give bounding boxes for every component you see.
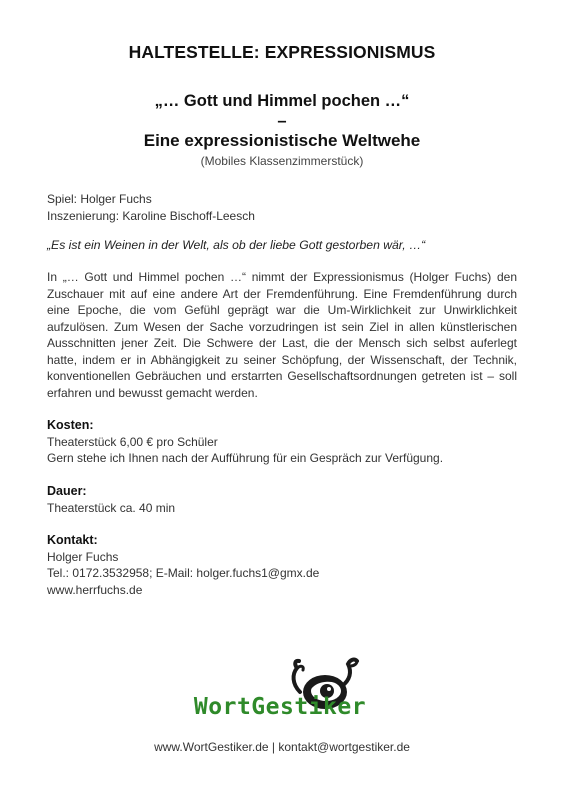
footer-contact[interactable]: www.WortGestiker.de | kontakt@wortgestiker.de [154,740,410,754]
play-type-note: (Mobiles Klassenzimmerstück) [200,154,364,168]
kontakt-heading: Kontakt: [47,533,98,547]
wortgestiker-logo [180,652,380,732]
dauer-heading: Dauer: [47,484,87,498]
kosten-section [47,417,517,467]
kosten-price: Theaterstück 6,00 € pro Schüler [47,434,218,449]
credit-inszenierung: Inszenierung: Karoline Bischoff-Leesch [47,208,255,223]
title-dash: – [277,112,287,130]
kontakt-website[interactable]: www.herrfuchs.de [47,582,143,597]
play-title-line2: Eine expressionistische Weltwehe [143,131,421,150]
kontakt-section [47,532,517,598]
logo-wordmark: WortGestiker [193,694,367,720]
page-title: HALTESTELLE: EXPRESSIONISMUS [128,42,436,62]
kontakt-phone-email: Tel.: 0172.3532958; E-Mail: holger.fuchs1@gmx.de [47,566,320,580]
credits-block [47,191,517,224]
kosten-heading: Kosten: [47,418,94,432]
kosten-note: Gern stehe ich Ihnen nach der Aufführung für ein Gespräch zur Verfügung. [47,451,444,465]
kontakt-name: Holger Fuchs [47,549,119,564]
description-paragraph: In „… Gott und Himmel pochen …“ nimmt der Expressionismus (Holger Fuchs) den Zuschauer mit auf eine andere Art der Fremdenführung. Eine Fremdenführung durch eine Epoche, die vom Gefühl geprägt war die Um-Wirklichkeit zur Unwirklichkeit aufzulösen. Zum Wesen der Sache vorzudringen ist sein Ziel in allen künstlerischen Ausschnitten jener Zeit. Die Schwere der Last, die der Mensch sich selbst auferlegt hatte, indem er in Abhängigkeit zu seiner Schöpfung, der Wissenschaft, der Technik, konventionellen Gebräuchen und erstarrten Gesellschaftsordnungen getreten ist – soll erfahren und bewusst gemacht werden. [47,270,517,400]
dauer-duration: Theaterstück ca. 40 min [47,500,176,515]
credit-spiel: Spiel: Holger Fuchs [47,192,152,206]
quote: „Es ist ein Weinen in der Welt, als ob der liebe Gott gestorben wär, …“ [47,238,426,252]
play-title-line1: „… Gott und Himmel pochen …“ [154,92,410,110]
dauer-section [47,483,517,516]
